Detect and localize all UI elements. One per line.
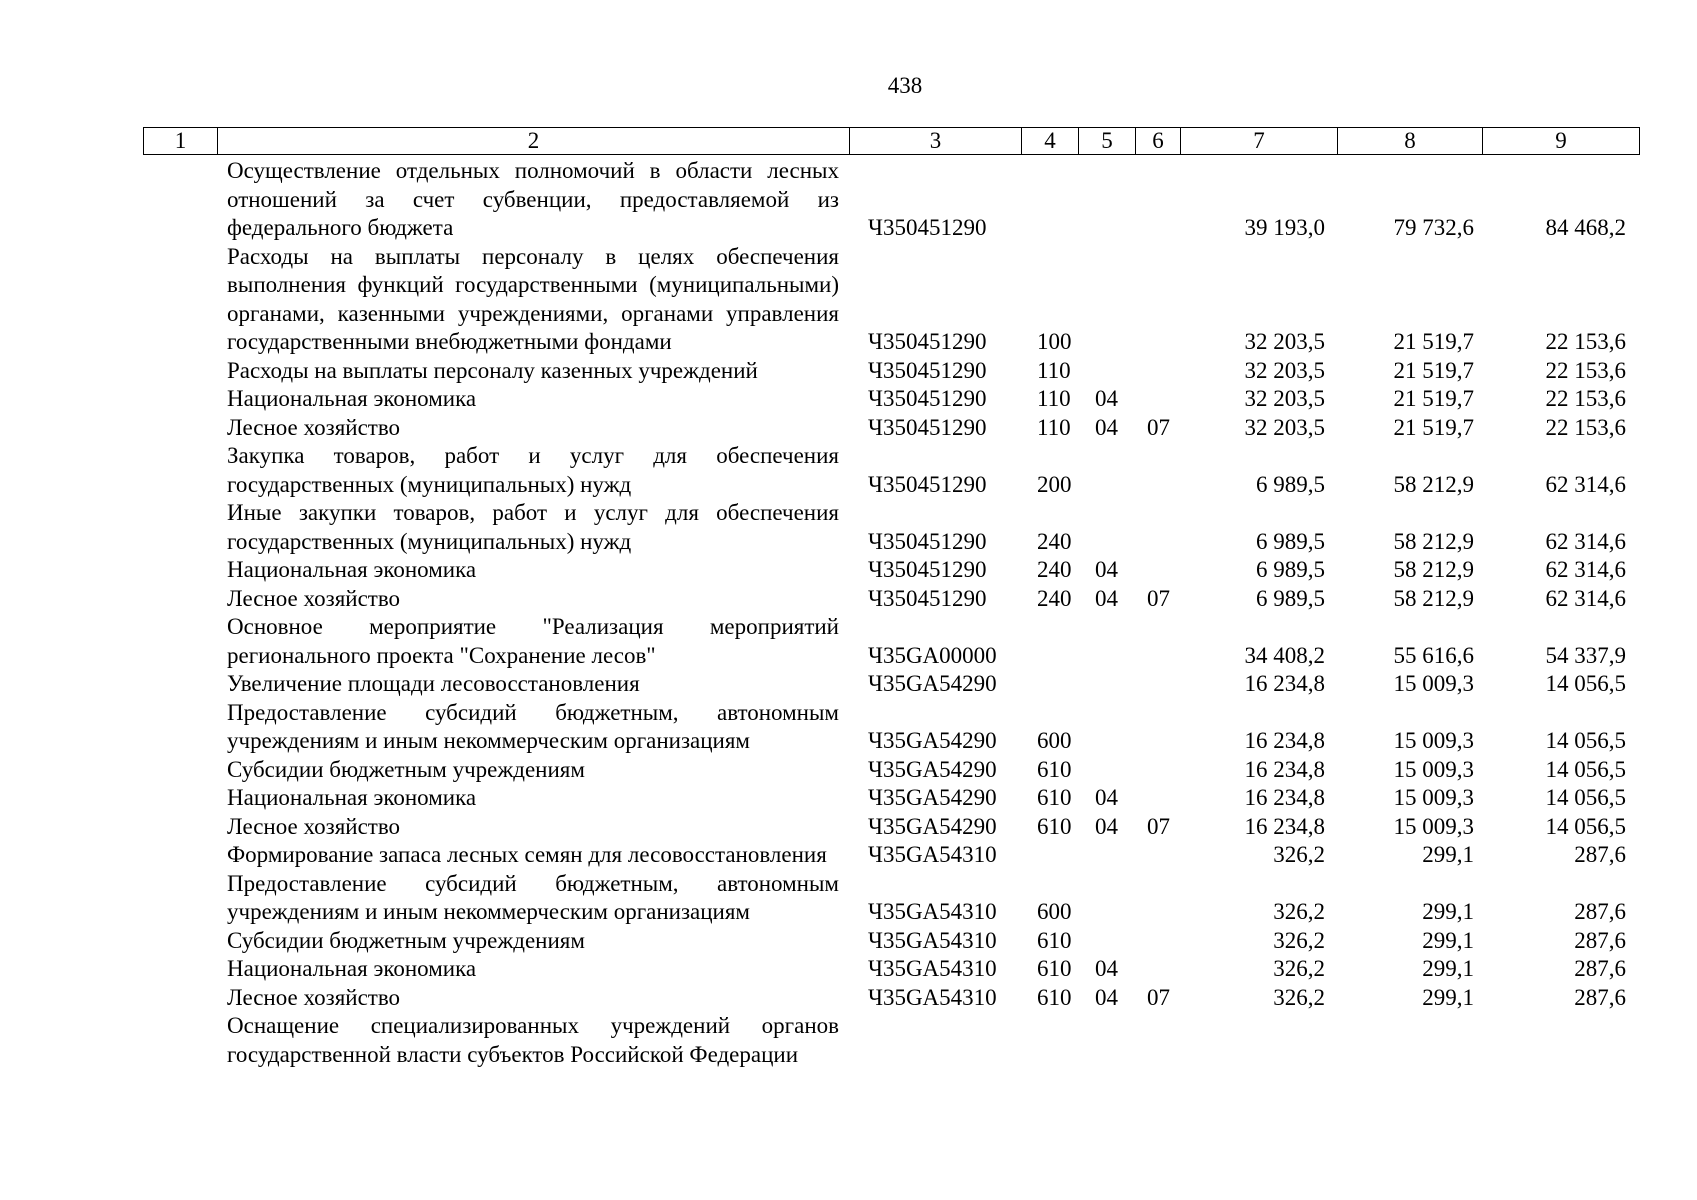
row-expense-type: 610	[1037, 927, 1072, 953]
row-amount-col9: 62 314,6	[1545, 528, 1626, 554]
row-description: Лесное хозяйство	[227, 585, 401, 611]
row-amount-col9: 287,6	[1574, 956, 1626, 981]
row-amount-col7: 326,2	[1273, 899, 1325, 924]
row-description: Расходы на выплаты персоналу казенных учреждений	[227, 357, 758, 383]
row-description: Закупка товаров, работ и услуг для обеспечения государственных (муниципальных) нужд	[227, 443, 839, 497]
table-row	[0, 499, 1697, 556]
row-subsection: 07	[1147, 414, 1170, 440]
row-target-code: Ч35GA54310	[868, 927, 997, 953]
header-col-2: 2	[218, 128, 850, 155]
row-amount-col8: 299,1	[1422, 956, 1474, 981]
table-row	[0, 157, 1697, 243]
header-col-5: 5	[1079, 128, 1136, 155]
table-row	[0, 699, 1697, 756]
table-row	[0, 613, 1697, 670]
row-expense-type: 200	[1037, 471, 1072, 497]
table-row	[0, 556, 1697, 585]
row-description: Национальная экономика	[227, 386, 477, 411]
row-description: Оснащение специализированных учреждений органов государственной власти субъектов Российской Федерации	[227, 1013, 839, 1067]
row-description: Национальная экономика	[227, 956, 477, 981]
header-col-7: 7	[1181, 128, 1338, 155]
row-expense-type: 610	[1037, 813, 1072, 839]
row-amount-col7: 32 203,5	[1244, 414, 1325, 440]
row-target-code: Ч350451290	[868, 357, 987, 383]
row-amount-col7: 16 234,8	[1244, 813, 1325, 839]
row-section: 04	[1095, 585, 1118, 611]
row-section: 04	[1095, 785, 1118, 810]
table-row	[0, 357, 1697, 386]
row-amount-col7: 16 234,8	[1244, 728, 1325, 753]
header-col-8: 8	[1338, 128, 1483, 155]
row-section: 04	[1095, 813, 1118, 839]
row-expense-type: 600	[1037, 899, 1072, 924]
row-subsection: 07	[1147, 813, 1170, 839]
row-section: 04	[1095, 386, 1118, 411]
row-amount-col7: 326,2	[1273, 956, 1325, 981]
row-expense-type: 610	[1037, 785, 1072, 810]
table-row	[0, 756, 1697, 785]
row-amount-col8: 299,1	[1422, 842, 1474, 867]
row-target-code: Ч35GA54310	[868, 956, 997, 981]
row-description: Предоставление субсидий бюджетным, автономным учреждениям и иным некоммерческим организациям	[227, 699, 839, 753]
row-amount-col7: 16 234,8	[1244, 785, 1325, 810]
row-target-code: Ч350451290	[868, 215, 987, 240]
row-amount-col9: 14 056,5	[1545, 785, 1626, 810]
row-amount-col7: 32 203,5	[1244, 329, 1325, 354]
row-amount-col9: 84 468,2	[1545, 215, 1626, 240]
page-number: 438	[887, 73, 923, 98]
header-col-9: 9	[1483, 128, 1640, 155]
row-target-code: Ч350451290	[868, 329, 987, 354]
row-amount-col9: 287,6	[1574, 927, 1626, 953]
row-description: Национальная экономика	[227, 785, 477, 810]
row-expense-type: 240	[1037, 528, 1072, 554]
row-amount-col7: 32 203,5	[1244, 386, 1325, 411]
row-description: Лесное хозяйство	[227, 813, 401, 839]
table-row	[0, 870, 1697, 927]
table-row	[0, 670, 1697, 699]
row-description: Основное мероприятие "Реализация мероприятий регионального проекта "Сохранение лесов"	[227, 614, 839, 668]
row-expense-type: 600	[1037, 728, 1072, 753]
row-amount-col7: 39 193,0	[1244, 215, 1325, 240]
row-subsection: 07	[1147, 984, 1170, 1010]
row-target-code: Ч35GA54310	[868, 899, 997, 924]
column-number-header	[143, 127, 1640, 155]
row-amount-col8: 21 519,7	[1393, 414, 1474, 440]
row-amount-col8: 15 009,3	[1393, 756, 1474, 782]
row-expense-type: 610	[1037, 956, 1072, 981]
row-amount-col8: 15 009,3	[1393, 813, 1474, 839]
row-amount-col8: 299,1	[1422, 984, 1474, 1010]
row-target-code: Ч35GA54310	[868, 984, 997, 1010]
row-amount-col8: 21 519,7	[1393, 357, 1474, 383]
row-amount-col9: 14 056,5	[1545, 813, 1626, 839]
row-amount-col9: 62 314,6	[1545, 471, 1626, 497]
row-expense-type: 240	[1037, 585, 1072, 611]
row-amount-col7: 6 989,5	[1256, 557, 1325, 582]
table-row	[0, 927, 1697, 956]
row-section: 04	[1095, 984, 1118, 1010]
row-amount-col7: 6 989,5	[1256, 585, 1325, 611]
row-amount-col7: 6 989,5	[1256, 471, 1325, 497]
row-description: Лесное хозяйство	[227, 984, 401, 1010]
row-description: Лесное хозяйство	[227, 414, 401, 440]
budget-table-body	[0, 157, 1697, 1069]
table-row	[0, 1012, 1697, 1069]
row-target-code: Ч350451290	[868, 414, 987, 440]
row-section: 04	[1095, 956, 1118, 981]
row-description: Предоставление субсидий бюджетным, автономным учреждениям и иным некоммерческим организациям	[227, 870, 839, 924]
row-amount-col9: 22 153,6	[1545, 386, 1626, 411]
row-amount-col8: 15 009,3	[1393, 671, 1474, 696]
row-amount-col8: 58 212,9	[1393, 585, 1474, 611]
row-target-code: Ч350451290	[868, 528, 987, 554]
row-expense-type: 100	[1037, 329, 1072, 354]
row-description: Осуществление отдельных полномочий в области лесных отношений за счет субвенции, предоставляемой из федерального бюджета	[227, 158, 839, 240]
row-target-code: Ч350451290	[868, 585, 987, 611]
row-amount-col9: 287,6	[1574, 984, 1626, 1010]
table-row	[0, 585, 1697, 614]
row-amount-col9: 54 337,9	[1545, 642, 1626, 668]
table-row	[0, 442, 1697, 499]
row-amount-col7: 16 234,8	[1244, 671, 1325, 696]
row-amount-col9: 22 153,6	[1545, 414, 1626, 440]
row-subsection: 07	[1147, 585, 1170, 611]
row-target-code: Ч350451290	[868, 386, 987, 411]
row-description: Расходы на выплаты персоналу в целях обеспечения выполнения функций государственными (муниципальными) органами, казенными учреждениями, органами управления государственными внебюджетными фондами	[227, 243, 839, 354]
header-col-3: 3	[850, 128, 1022, 155]
table-row	[0, 243, 1697, 357]
row-target-code: Ч35GA54290	[868, 728, 997, 753]
row-expense-type: 110	[1037, 386, 1071, 411]
row-amount-col8: 15 009,3	[1393, 728, 1474, 753]
row-target-code: Ч350451290	[868, 557, 987, 582]
row-target-code: Ч35GA00000	[868, 642, 997, 668]
row-amount-col8: 58 212,9	[1393, 557, 1474, 582]
row-amount-col8: 79 732,6	[1393, 215, 1474, 240]
row-expense-type: 240	[1037, 557, 1072, 582]
header-col-6: 6	[1136, 128, 1181, 155]
row-target-code: Ч35GA54310	[868, 842, 997, 867]
row-amount-col9: 22 153,6	[1545, 329, 1626, 354]
row-target-code: Ч35GA54290	[868, 813, 997, 839]
row-description: Формирование запаса лесных семян для лесовосстановления	[227, 842, 827, 867]
row-expense-type: 110	[1037, 357, 1071, 383]
row-amount-col8: 299,1	[1422, 927, 1474, 953]
row-description: Субсидии бюджетным учреждениям	[227, 756, 585, 782]
row-section: 04	[1095, 414, 1118, 440]
row-description: Иные закупки товаров, работ и услуг для обеспечения государственных (муниципальных) нужд	[227, 500, 839, 554]
row-description: Увеличение площади лесовосстановления	[227, 671, 640, 696]
row-amount-col9: 14 056,5	[1545, 756, 1626, 782]
row-amount-col7: 16 234,8	[1244, 756, 1325, 782]
row-target-code: Ч35GA54290	[868, 671, 997, 696]
row-amount-col8: 58 212,9	[1393, 471, 1474, 497]
table-row	[0, 955, 1697, 984]
row-amount-col9: 62 314,6	[1545, 585, 1626, 611]
header-col-4: 4	[1022, 128, 1079, 155]
row-expense-type: 610	[1037, 984, 1072, 1010]
row-target-code: Ч35GA54290	[868, 756, 997, 782]
row-amount-col7: 326,2	[1273, 842, 1325, 867]
row-amount-col9: 22 153,6	[1545, 357, 1626, 383]
header-col-1: 1	[144, 128, 218, 155]
table-row	[0, 385, 1697, 414]
row-target-code: Ч35GA54290	[868, 785, 997, 810]
row-description: Национальная экономика	[227, 557, 477, 582]
row-amount-col8: 15 009,3	[1393, 785, 1474, 810]
row-expense-type: 610	[1037, 756, 1072, 782]
row-amount-col8: 299,1	[1422, 899, 1474, 924]
table-row	[0, 813, 1697, 842]
table-row	[0, 414, 1697, 443]
row-section: 04	[1095, 557, 1118, 582]
row-amount-col7: 34 408,2	[1244, 642, 1325, 668]
table-row	[0, 784, 1697, 813]
row-amount-col7: 326,2	[1273, 927, 1325, 953]
row-amount-col8: 21 519,7	[1393, 386, 1474, 411]
row-amount-col9: 14 056,5	[1545, 671, 1626, 696]
row-amount-col9: 287,6	[1574, 842, 1626, 867]
table-row	[0, 984, 1697, 1013]
row-amount-col8: 58 212,9	[1393, 528, 1474, 554]
row-description: Субсидии бюджетным учреждениям	[227, 927, 585, 953]
row-expense-type: 110	[1037, 414, 1071, 440]
table-row	[0, 841, 1697, 870]
row-amount-col9: 62 314,6	[1545, 557, 1626, 582]
row-amount-col8: 55 616,6	[1393, 642, 1474, 668]
row-amount-col7: 326,2	[1273, 984, 1325, 1010]
row-amount-col9: 287,6	[1574, 899, 1626, 924]
row-amount-col8: 21 519,7	[1393, 329, 1474, 354]
row-amount-col7: 6 989,5	[1256, 528, 1325, 554]
row-amount-col9: 14 056,5	[1545, 728, 1626, 753]
row-target-code: Ч350451290	[868, 471, 987, 497]
row-amount-col7: 32 203,5	[1244, 357, 1325, 383]
